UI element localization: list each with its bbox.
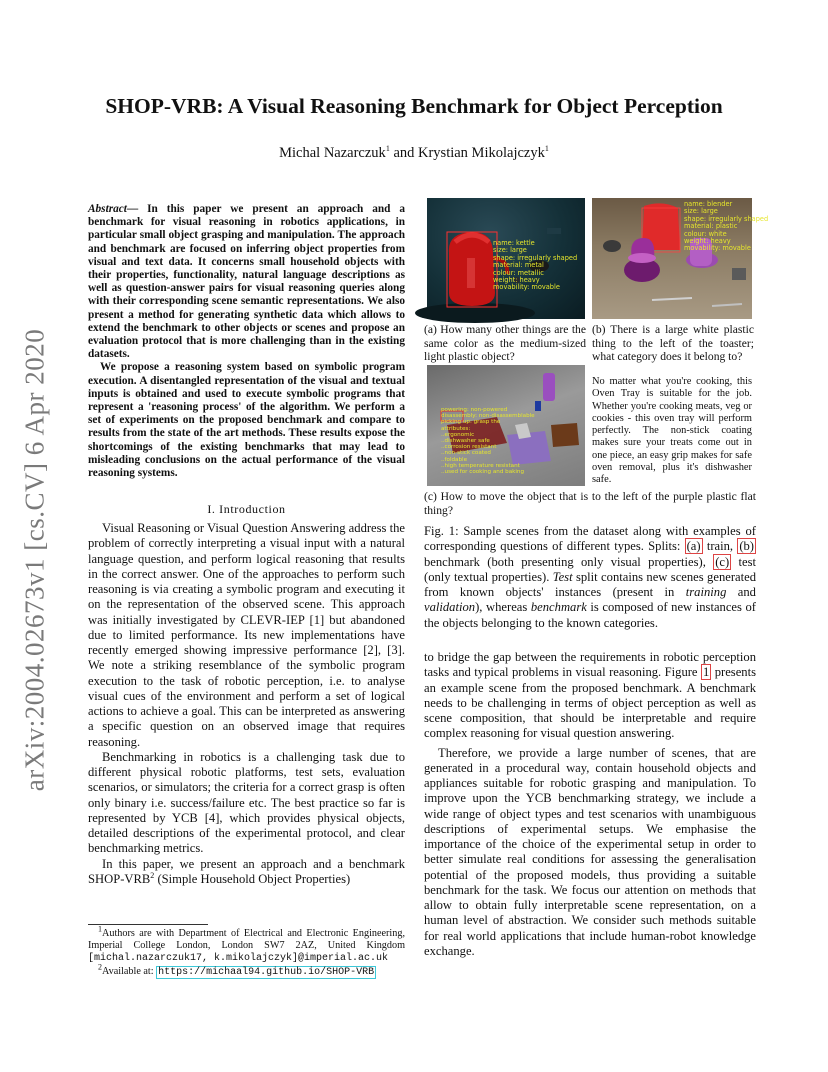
- abstract: [88, 203, 405, 480]
- footnote-2: [88, 962, 405, 979]
- abstract-paragraph-2: We propose a reasoning system based on symbolic program execution. A disentangled representation of the visual and textual inputs is obtained and used to execute symbolic programs that represent a 'reasoning process' of the algorithm. We perform a set of experiments on the proposed benchmark and compare to results from the state of the art methods. These results expose the shortcomings of the existing benchmarks that may lead to misleading conclusions on the actual performance of the visual reasoning systems.: [88, 361, 405, 480]
- fig1-caption-text: is composed of new instances of the objects belonging to the known categories.: [424, 600, 756, 630]
- paper-title: SHOP-VRB: A Visual Reasoning Benchmark for Object Perception: [105, 94, 723, 118]
- oven-tray-labels: [441, 407, 535, 475]
- fig1-caption-text: and: [726, 585, 756, 600]
- fig1-caption-emphasis: benchmark: [530, 600, 587, 615]
- footnote-2-text: Available at:: [102, 965, 157, 977]
- blender-label: material: plastic: [684, 222, 738, 231]
- figure-panel-b-image: [592, 198, 769, 319]
- footnote-2-marker[interactable]: 2: [150, 870, 155, 880]
- oven-tray-description: No matter what you're cooking, this Oven Tray is suitable for the job. Whether you're cooking meats, veg or cookies - this oven tray will perform perfectly. The non-stick coating makes sure your treats come out in one piece, an easy grip makes for safe oven removal, plus it's dishwasher safe.: [592, 376, 752, 486]
- intro-paragraph-3: [88, 857, 405, 888]
- fig1-caption-text: benchmark (both presenting only visual properties),: [424, 554, 714, 569]
- kettle-label: material: metal: [493, 261, 544, 270]
- oven-tray-label: ..non-stick coated: [441, 450, 491, 457]
- figure-1-caption: [424, 524, 756, 631]
- kettle-label: weight: heavy: [493, 276, 540, 285]
- right-paragraph-1-tail: presents an example scene from the proposed benchmark. A benchmark needs to be challenging in terms of object perception as well as scene composition, that should be interpretable and require complex reasoning for visual question answering.: [424, 665, 756, 741]
- ref-subfigure-b[interactable]: (b): [739, 539, 754, 554]
- author-1: Michal Nazarczuk: [279, 145, 386, 161]
- fig1-caption-text: test (only textual properties).: [424, 554, 756, 584]
- abstract-paragraph-1: — In this paper we present an approach and a benchmark for visual reasoning in robotics applications, in particular small object grasping and manipulation. The approach and benchmark are focused on inferring object properties from visual and text data. It concerns small household objects with their properties, functionality, natural language descriptions as well as question-answer pairs for visual reasoning queries along with their corresponding scene semantic representations. We also present a method for generating synthetic data which allows to extend the benchmark to other objects or scenes and propose an evaluation protocol that is more challenging than in the existing datasets.: [88, 203, 405, 361]
- fig1-caption-emphasis: Test: [552, 569, 573, 584]
- blender-label: colour: white: [684, 229, 727, 238]
- caption-c: (c) How to move the object that is to the left of the purple plastic flat thing?: [424, 490, 756, 517]
- right-paragraph-1: [424, 650, 756, 742]
- right-paragraph-2: Therefore, we provide a large number of scenes, that are generated in a procedural way, contain household objects and appliances suitable for robotic grasping and manipulation. To improve upon the YCB benchmarking strategy, we include a wide range of object types and test scenarios with unambiguous descriptions of experimental setups. We emphasise the importance of the choice of the experimental setup in order to better simulate real conditions for assessing the generalisation potential of the proposed models, thus providing a suitable benchmark for the task. We focus our attention on methods that allow to obtain fully interpretable scene representation, on a human level of abstraction. We consider such methods suitable for real world applications that include human-robot knowledge exchange.: [424, 745, 756, 958]
- blender-label: movability: movable: [684, 244, 751, 253]
- footnotes: [88, 924, 405, 979]
- abstract-label: Abstract: [88, 203, 127, 215]
- author-line: [0, 145, 828, 162]
- footnote-2-sup: 2: [98, 962, 102, 972]
- kettle-labels: [493, 240, 577, 292]
- figure-panel-a-image: [427, 198, 585, 319]
- ref-subfigure-c[interactable]: (c): [715, 554, 730, 569]
- author-1-affiliation: 1: [385, 144, 390, 154]
- ref-figure-1[interactable]: 1: [702, 665, 710, 680]
- caption-b: (b) There is a large white plastic thing to the left of the toaster; what category does it belong to?: [592, 323, 754, 363]
- intro-paragraph-2: Benchmarking in robotics is a challenging task due to different physical robotic platforms, test sets, evaluation scenarios, or simulators; the criteria for a correct grasp is often only binary i.e. success/failure etc. The best practice so far is represented by YCB [4], which provides physical objects, detailed descriptions of the experimental protocol, and clear benchmarking metrics.: [88, 749, 405, 856]
- kettle-label: name: kettle: [493, 239, 535, 247]
- blender-label: size: large: [684, 207, 718, 216]
- oven-tray-label: ..high temperature resistant: [441, 462, 520, 469]
- blender-labels: [684, 201, 768, 253]
- figure-panel-c-image: [427, 365, 585, 486]
- footnote-rule: [88, 924, 208, 925]
- intro-paragraph-3-tail: (Simple Household Object Properties): [154, 871, 351, 886]
- oven-tray-label: picking up: grasp the: [441, 419, 501, 426]
- oven-tray-label: ..dishwasher safe: [441, 438, 490, 445]
- author-2-affiliation: 1: [544, 144, 549, 154]
- fig1-caption-text: split contains new scenes generated from known objects' instances (present in: [424, 569, 756, 600]
- footnote-1: [88, 924, 405, 966]
- fig1-caption-emphasis: training: [685, 585, 727, 600]
- author-emails: [michal.nazarczuk17, k.mikolajczyk]@imperial.ac.uk: [88, 953, 389, 965]
- oven-tray-label: ..used for cooking and baking: [441, 469, 525, 476]
- introduction-body: [88, 521, 405, 887]
- oven-tray-label: ..corrosion resistant: [441, 444, 497, 451]
- intro-paragraph-1: Visual Reasoning or Visual Question Answering address the problem of correctly interpreting a visual input with a natural language question, and perform logical reasoning that results in the correct answer. One of the approaches to perform such reasoning is via creating a symbolic program and executing it on the representation of the observed scene. This approach was initially investigated by CLEVR-IEP [1] but abandoned due to limited performance. Its new implementations have recently emerged showing impressive performance [2], [3]. We note a striking resemblance of the symbolic program execution to the task of robotic perception, i.e. to analyse visual cues of the environment and perform a set of logical actions to achieve a goal. This can be interpreted as answering a specific question on an observed image that requires reasoning.: [88, 521, 405, 749]
- kettle-label: movability: movable: [493, 283, 560, 292]
- fig1-caption-text: Fig. 1: Sample scenes from the dataset along with examples of corresponding questions of different types. Splits:: [424, 524, 756, 554]
- oven-tray-label: ..foldable: [441, 456, 468, 463]
- section-heading-introduction: I. Introduction: [207, 502, 286, 516]
- ref-subfigure-a[interactable]: (a): [686, 539, 701, 554]
- blender-label: name: blender: [684, 200, 733, 208]
- fig1-caption-emphasis: validation: [424, 600, 476, 615]
- project-url-link[interactable]: https://michaal94.github.io/SHOP-VRB: [158, 966, 375, 978]
- blender-label: weight: heavy: [684, 237, 731, 246]
- right-column-body: [424, 650, 756, 959]
- oven-tray-label: disassembly: non-disassemblable: [441, 413, 535, 420]
- author-conjunction: and: [393, 145, 415, 161]
- author-2: Krystian Mikolajczyk: [418, 145, 545, 161]
- arxiv-identifier: arXiv:2004.02673v1 [cs.CV] 6 Apr 2020: [19, 328, 50, 792]
- arxiv-sidebar-stamp: [10, 260, 60, 860]
- oven-tray-label: powering: non-powered: [441, 407, 508, 413]
- blender-label: shape: irregularly shaped: [684, 214, 769, 223]
- kettle-label: shape: irregularly shaped: [493, 253, 578, 262]
- oven-tray-label: ..ergonomic: [441, 431, 475, 438]
- kettle-label: colour: metallic: [493, 268, 544, 277]
- kettle-label: size: large: [493, 246, 527, 255]
- intro-paragraph-3-text: In this paper, we present an approach and a benchmark SHOP-VRB: [88, 856, 405, 886]
- footnote-1-marker: 1: [98, 924, 102, 934]
- right-paragraph-1-text: to bridge the gap between the requirements in robotic perception tasks and typical problems in visual reasoning. Figure: [424, 650, 756, 680]
- fig1-caption-text: train,: [702, 539, 738, 554]
- fig1-caption-text: ), whereas: [475, 600, 531, 615]
- footnote-1-text: Authors are with Department of Electrical and Electronic Engineering, Imperial College London, London SW7 2AZ, United Kingdom: [88, 928, 405, 952]
- caption-a: (a) How many other things are the same color as the medium-sized light plastic object?: [424, 323, 586, 363]
- oven-tray-label: attributes:: [441, 425, 471, 432]
